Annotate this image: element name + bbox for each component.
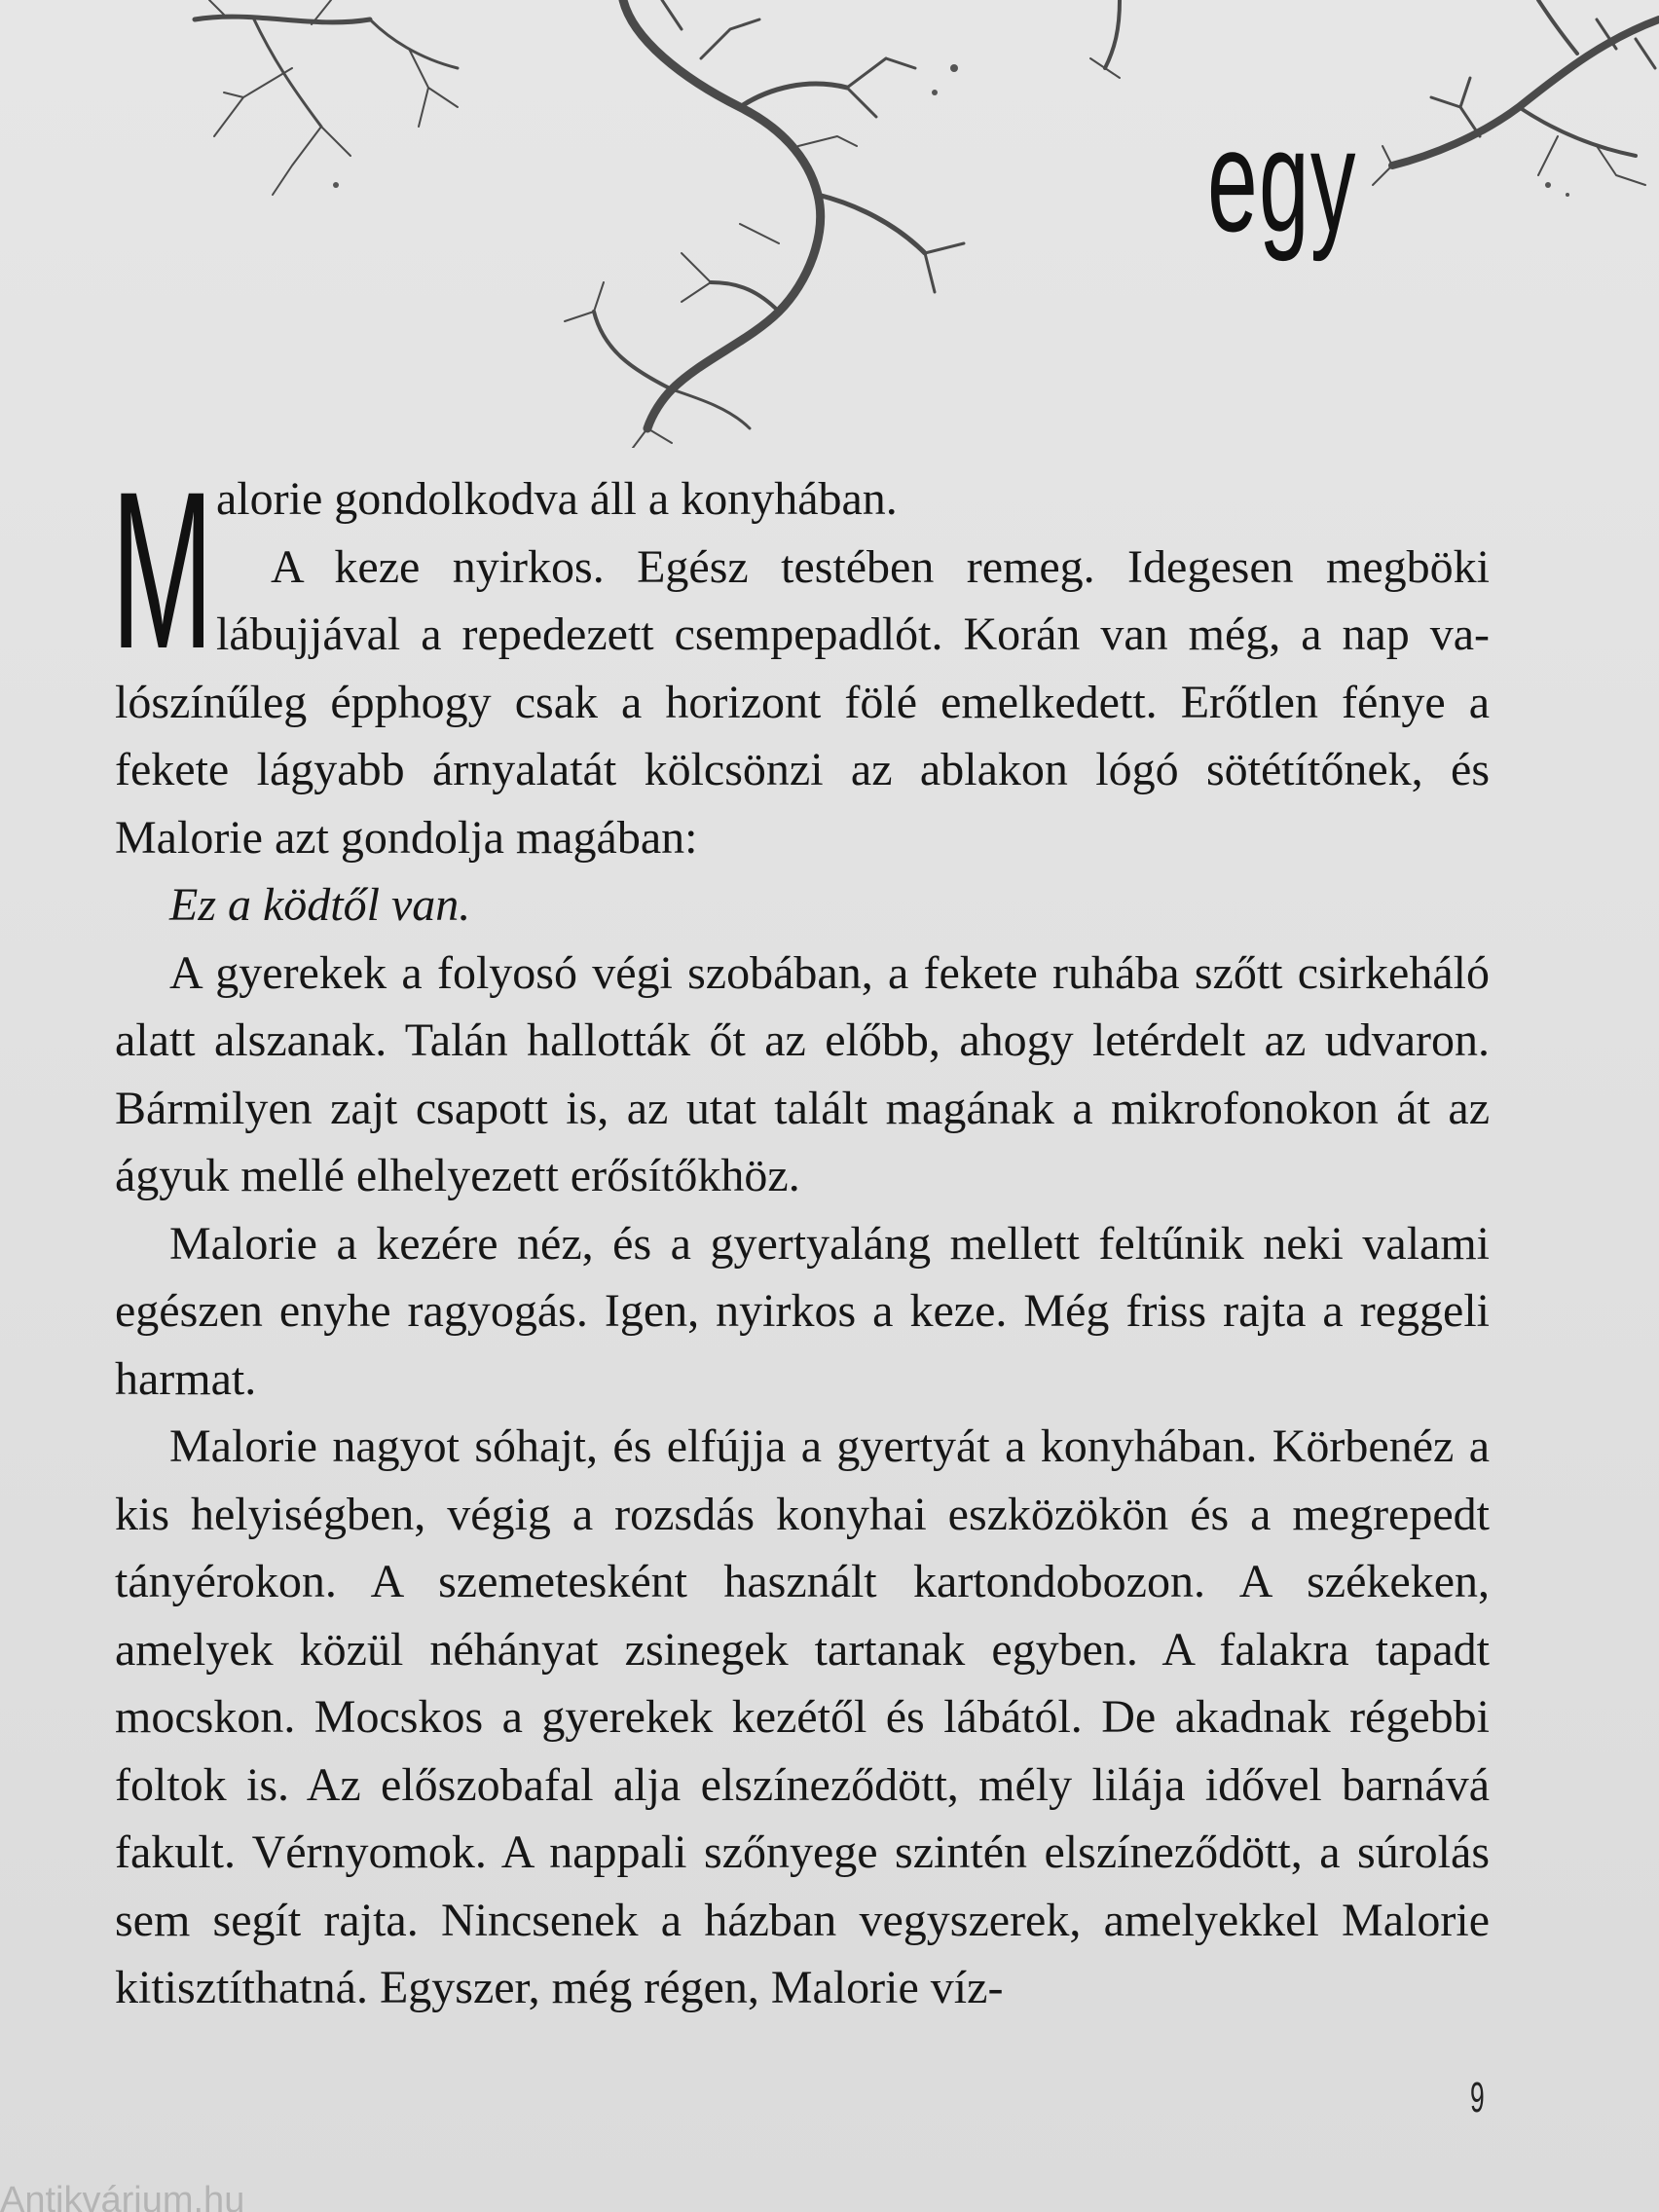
paragraph: A gyerekek a folyosó végi szobában, a fekete ruhába szőtt csirkeháló alatt alszanak. Talán hallották őt az előbb, ahogy letérdelt az udvaron. Bármilyen zajt csapott is, az utat talált magának a mikrofonokon át az ágyuk mellé elhelyezett erősítőkhöz.	[115, 946, 1490, 1201]
paragraph	[111, 445, 1490, 695]
chapter-title: egy	[1207, 98, 1357, 262]
body-text	[111, 445, 1490, 2022]
paragraph: Malorie nagyot sóhajt, és elfújja a gyertyát a konyhában. Körbenéz a kis helyiségben, végig a rozsdás konyhai eszközökön és a megrepedt tányérokon. A szemetesként használt kartondobozon. A székeken, amelyek közül néhányat zsinegek tartanak egyben. A falakra tapadt mocskon. Mocskos a gyerekek kezétől és lábától. De akadnak régebbi foltok is. Az előszobafal alja elszíneződött, mély lilája idővel barnává fakult. Vérnyomok. A nappali szőnyege szintén elszíneződött, a súrolás sem segít rajta. Nincsenek a házban vegyszerek, amelyekkel Malorie kitisztíthatná. Egyszer, még régen, Malorie víz-	[115, 1420, 1490, 2013]
paragraph: A keze nyirkos. Egész testében remeg. Idegesen megböki lábujjával a repedezett csempepadlót. Korán van még, a nap valószínűleg épphogy csak a horizont fölé emelkedett. Erőtlen fénye a fekete lágyabb árnyalatát kölcsönzi az ablakon lógó sötétítőnek, és Malorie azt gondolja magában:	[115, 540, 1490, 864]
page-number: 9	[1470, 2074, 1485, 2121]
dropcap: M	[111, 445, 214, 695]
paragraph-italic: Ez a ködtől van.	[169, 879, 471, 931]
tree-branches-illustration	[0, 0, 1659, 448]
paragraph: Malorie a kezére néz, és a gyertyaláng mellett feltűnik neki valami egészen enyhe ragyogás. Igen, nyirkos a keze. Még friss rajta a reggeli harmat.	[115, 1217, 1490, 1405]
paragraph-text: alorie gondolkodva áll a konyhában.	[216, 473, 898, 525]
watermark: Antikvárium.hu	[0, 2181, 245, 2212]
